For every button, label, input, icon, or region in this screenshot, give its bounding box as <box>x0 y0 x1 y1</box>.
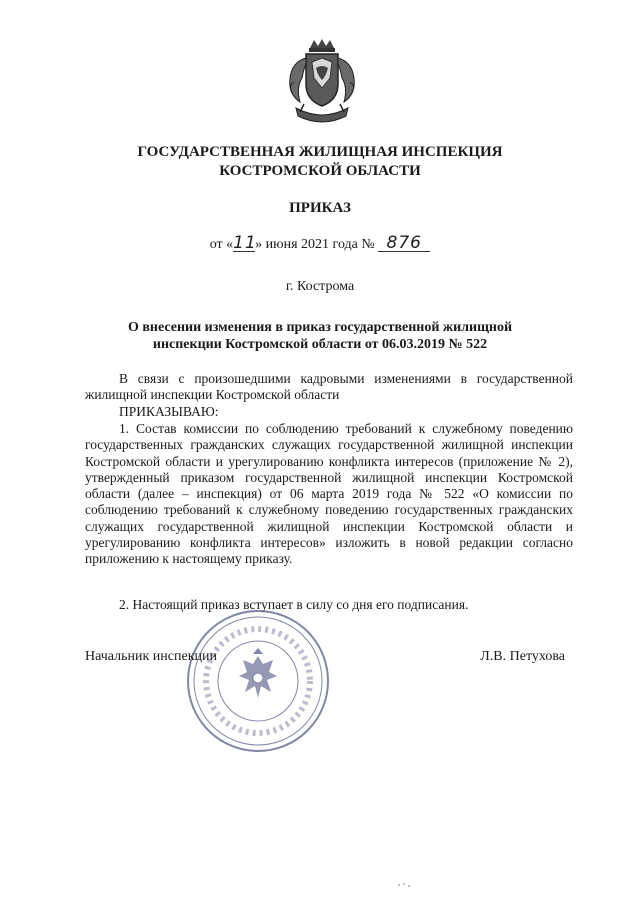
item-1-text: 1. Состав комиссии по соблюдению требований к служебному поведению государственных гражданских служащих государственной жилищной инспекции Костромской области и урегулированию конфликта интересов (приложение № 2), утвержденный приказом государственной жилищной инспекции Костромской области (далее – инспекция) от 06 марта 2019 года № 522 «О комиссии по соблюдению требований к служебному поведению государственных гражданских служащих государственной жилищной инспекции Костромской области и урегулированию конфликта интересов» изложить в новой редакции согласно приложению к настоящему приказу. <box>85 421 573 567</box>
document-number: 876 <box>378 235 430 252</box>
organization-name-line1: ГОСУДАРСТВЕННАЯ ЖИЛИЩНАЯ ИНСПЕКЦИЯ <box>137 144 503 160</box>
document-type: ПРИКАЗ <box>289 200 351 216</box>
date-middle: » июня 2021 года № <box>255 237 375 252</box>
signatory-position: Начальник инспекции <box>85 649 217 664</box>
date-prefix: от « <box>209 237 234 252</box>
date-number-line <box>0 235 640 253</box>
order-word: ПРИКАЗЫВАЮ: <box>119 404 219 419</box>
subject-line1: О внесении изменения в приказ государственной жилищной <box>127 320 513 335</box>
item-1-paragraph <box>85 421 573 568</box>
preamble-paragraph <box>85 371 573 404</box>
item-2-text: 2. Настоящий приказ вступает в силу со дня его подписания. <box>119 597 469 612</box>
order-word-block <box>85 404 573 420</box>
signatory-name: Л.В. Петухова <box>480 649 565 664</box>
date-day: 11 <box>233 233 257 253</box>
scan-artifact-icon <box>395 880 415 890</box>
official-seal-icon <box>183 606 333 756</box>
preamble-text: В связи с произошедшими кадровыми изменениями в государственной жилищной инспекции Костромской области <box>85 371 573 403</box>
place-of-issue: г. Кострома <box>285 279 355 294</box>
organization-name-line2: КОСТРОМСКОЙ ОБЛАСТИ <box>219 163 421 179</box>
subject-line2: инспекции Костромской области от 06.03.2019 № 522 <box>152 337 488 352</box>
coat-of-arms-icon <box>282 38 362 128</box>
